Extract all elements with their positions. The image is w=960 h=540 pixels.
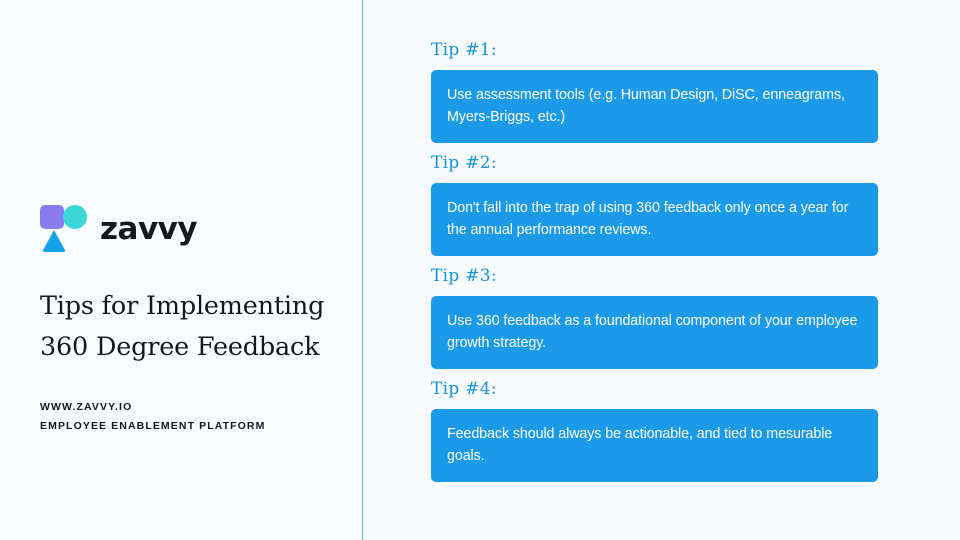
- tip-label: Tip #4:: [431, 379, 497, 399]
- tip-label: Tip #1:: [431, 40, 497, 60]
- logo-triangle-shape: [42, 230, 66, 252]
- page-title: Tips for Implementing 360 Degree Feedback: [40, 291, 325, 362]
- tip-text: Feedback should always be actionable, and tied to mesurable goals.: [447, 426, 833, 464]
- tip-label: Tip #3:: [431, 266, 497, 286]
- tip-group: [431, 379, 878, 482]
- logo-square-shape: [40, 205, 64, 229]
- tip-card: [431, 70, 878, 143]
- tip-group: [431, 153, 878, 256]
- logo-circle-shape: [63, 205, 87, 229]
- brand-meta: [40, 398, 265, 436]
- tip-card: [431, 296, 878, 369]
- brand-website: WWW.ZAVVY.IO: [40, 401, 133, 413]
- tip-card: [431, 183, 878, 256]
- brand-tagline: EMPLOYEE ENABLEMENT PLATFORM: [40, 420, 266, 432]
- tips-panel: [363, 0, 960, 540]
- tip-group: [431, 266, 878, 369]
- tip-group: [431, 40, 878, 143]
- tip-text: Don't fall into the trap of using 360 feedback only once a year for the annual performance reviews.: [447, 200, 849, 238]
- tip-text: Use 360 feedback as a foundational component of your employee growth strategy.: [447, 313, 858, 351]
- left-panel: [0, 0, 363, 540]
- brand-name: zavvy: [100, 210, 198, 247]
- tip-label: Tip #2:: [431, 153, 497, 173]
- brand-block: [40, 205, 197, 252]
- zavvy-logo-icon: [40, 205, 87, 252]
- tip-text: Use assessment tools (e.g. Human Design, DiSC, enneagrams, Myers-Briggs, etc.): [447, 87, 845, 125]
- tip-card: [431, 409, 878, 482]
